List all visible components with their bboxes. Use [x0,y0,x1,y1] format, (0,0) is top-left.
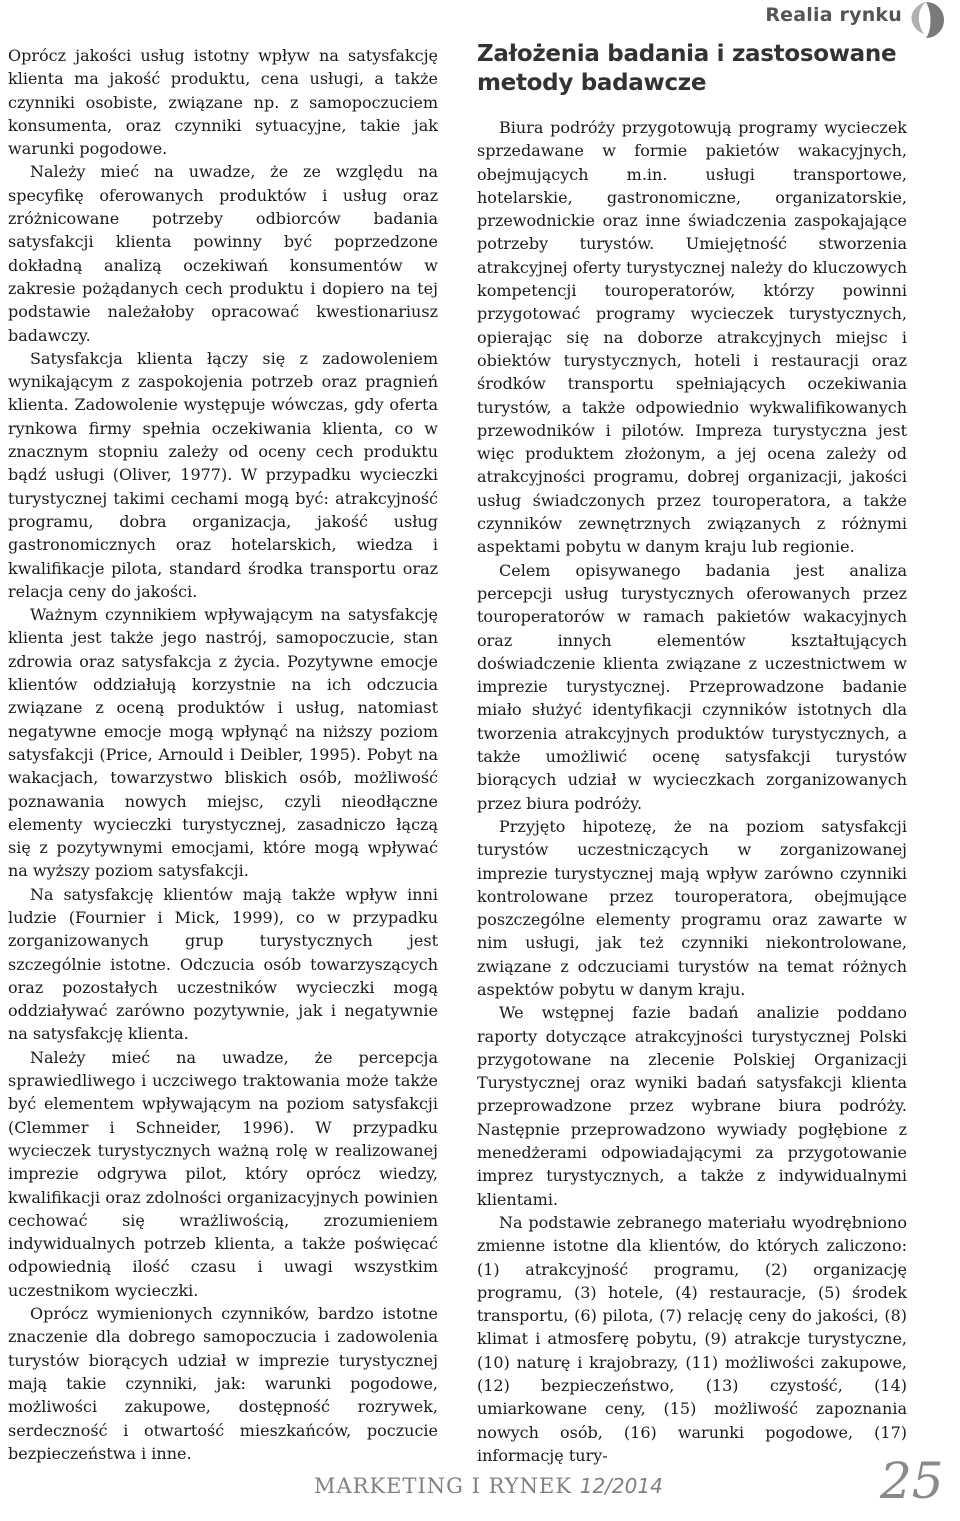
paragraph: Należy mieć na uwadze, że ze względu na specyfikę oferowanych produktów i usług oraz zróżnicowane potrzeby odbiorców badania satysfakcji klienta powinny być poprzedzone dokładną analizą oczekiwań konsumentów w zakresie pożądanych cech produktu i dopiero na tej podstawie należałoby opracować kwestionariusz badawczy. [8,162,438,345]
paragraph: Należy mieć na uwadze, że percepcja sprawiedliwego i uczciwego traktowania może także być elementem wpływającym na poziom satysfakcji (Clemmer i Schneider, 1996). W przypadku wycieczek turystycznych ważną rolę w realizowanej imprezie odgrywa pilot, który oprócz wiedzy, kwalifikacji oraz zdolności organizacyjnych powinien cechować się wrażliwością, zrozumieniem indywidualnych potrzeb klienta, a także poświęcać odpowiednią ilość czasu i uwagi wszystkim uczestnikom wycieczki. [8,1047,438,1300]
paragraph: Oprócz jakości usług istotny wpływ na satysfakcję klienta ma jakość produktu, cena usługi, a także czynniki osobiste, związane np. z samopoczuciem konsumenta, oraz czynniki sytuacyjne, takie jak warunki pogodowe. [8,46,438,159]
paragraph: Satysfakcja klienta łączy się z zadowoleniem wynikającym z zaspokojenia potrzeb oraz pragnień klienta. Zadowolenie występuje wówczas, gdy oferta rynkowa firmy spełnia oczekiwania klienta, co w znacznym stopniu zależy od oceny cech produktu bądź usługi (Oliver, 1977). W przypadku wycieczki turystycznej takimi cechami mogą być: atrakcyjność programu, dobra organizacja, jakość usług gastronomicznych oraz hotelarskich, wiedza i kwalifikacje pilota, standard środka transportu oraz relacja ceny do jakości. [8,348,438,601]
paragraph: Przyjęto hipotezę, że na poziom satysfakcji turystów uczestniczących w zorganizowanej imprezie turystycznej mają wpływ zarówno czynniki kontrolowane przez touroperatora, obejmujące poszczególne elementy programu oraz zawarte w nim usługi, jak też czynniki niekontrolowane, związane z odczuciami turystów na temat różnych aspektów pobytu w danym kraju. [477,816,907,999]
right-column [477,40,907,1467]
issue-number: 12/2014 [579,1474,663,1498]
paragraph: We wstępnej fazie badań analizie poddano raporty dotyczące atrakcyjności turystycznej Polski przygotowane na zlecenie Polskiej Organizacji Turystycznej oraz wyniki badań satysfakcji klienta przeprowadzone przez wybrane biura podróży. Następnie przeprowadzono wywiady pogłębione z menedżerami odpowiadającymi za przygotowanie imprez turystycznych, a także z indywidualnymi klientami. [477,1003,907,1209]
section-leaf-icon [906,0,946,40]
magazine-name: MARKETING I RYNEK [314,1474,573,1498]
paragraph: Na satysfakcję klientów mają także wpływ inni ludzie (Fournier i Mick, 1999), co w przypadku zorganizowanych grup turystycznych jest szczególnie istotne. Odczucia osób towarzyszących oraz pozostałych uczestników wycieczki mogą oddziaływać zarówno pozytywnie, jak i negatywnie na satysfakcję klienta. [8,884,438,1044]
section-tag: Realia rynku [765,4,902,26]
paragraph: Na podstawie zebranego materiału wyodrębniono zmienne istotne dla klientów, do których zaliczono: (1) atrakcyjność programu, (2) organizację programu, (3) hotele, (4) restauracje, (5) środek transportu, (6) pilota, (7) relację ceny do jakości, (8) klimat i atmosferę pobytu, (9) atrakcje turystyczne, (10) naturę i krajobrazy, (11) możliwości zakupowe, (12) bezpieczeństwo, (13) czystość, (14) umiarkowane ceny, (15) możliwość zapoznania nowych osób, (16) warunki pogodowe, (17) informację tury- [477,1212,907,1465]
section-heading: Założenia badania i zastosowane metody badawcze [477,41,897,96]
page-number: 25 [880,1452,944,1510]
paragraph: Biura podróży przygotowują programy wycieczek sprzedawane w formie pakietów wakacyjnych, obejmujących m.in. usługi transportowe, hotelarskie, gastronomiczne, organizatorskie, przewodnickie oraz inne świadczenia zaspokajające potrzeby turystów. Umiejętność stworzenia atrakcyjnej oferty turystycznej należy do kluczowych kompetencji touroperatorów, którzy powinni przygotować programy wycieczek turystycznych, opierając się na doborze atrakcyjnych miejsc i obiektów turystycznych, hoteli i restauracji oraz środków transportu spełniających oczekiwania turystów, a także odpowiednio wykwalifikowanych przewodników i pilotów. Impreza turystyczna jest więc produktem złożonym, a jej ocena zależy od atrakcyjności programu, dobrej organizacji, jakości usług świadczonych przez touroperatora, a także czynników zewnętrznych związanych z różnymi aspektami pobytu w danym kraju lub regionie. [477,118,907,557]
footer-magazine-title [314,1474,663,1498]
paragraph: Celem opisywanego badania jest analiza percepcji usług turystycznych oferowanych przez touroperatorów w ramach pakietów wakacyjnych oraz innych elementów kształtujących doświadczenie klienta związane z uczestnictwem w imprezie turystycznej. Przeprowadzone badanie miało służyć identyfikacji czynników istotnych dla tworzenia atrakcyjnych produktów turystycznych, a także umożliwić ocenę satysfakcji turystów biorących udział w wycieczkach zorganizowanych przez biura podróży. [477,560,907,813]
left-column [8,44,438,1465]
paragraph: Oprócz wymienionych czynników, bardzo istotne znaczenie dla dobrego samopoczucia i zadowolenia turystów biorących udział w imprezie turystycznej mają takie czynniki, jak: warunki pogodowe, możliwości zakupowe, dostępność rozrywek, serdeczność i otwartość mieszkańców, poczucie bezpieczeństwa i inne. [8,1304,438,1463]
paragraph: Ważnym czynnikiem wpływającym na satysfakcję klienta jest także jego nastrój, samopoczucie, stan zdrowia oraz satysfakcja z życia. Pozytywne emocje klientów oddziałują korzystnie na ich odczucia związane z oceną produktów i usług, natomiast negatywne emocje mogą wpłynąć na niższy poziom satysfakcji (Price, Arnould i Deibler, 1995). Pobyt na wakacjach, towarzystwo bliskich osób, możliwość poznawania nowych miejsc, czyli nieodłączne elementy wycieczki turystycznej, zasadniczo łączą się z pozytywnymi emocjami, które mogą wpływać na wyższy poziom satysfakcji. [8,605,438,881]
